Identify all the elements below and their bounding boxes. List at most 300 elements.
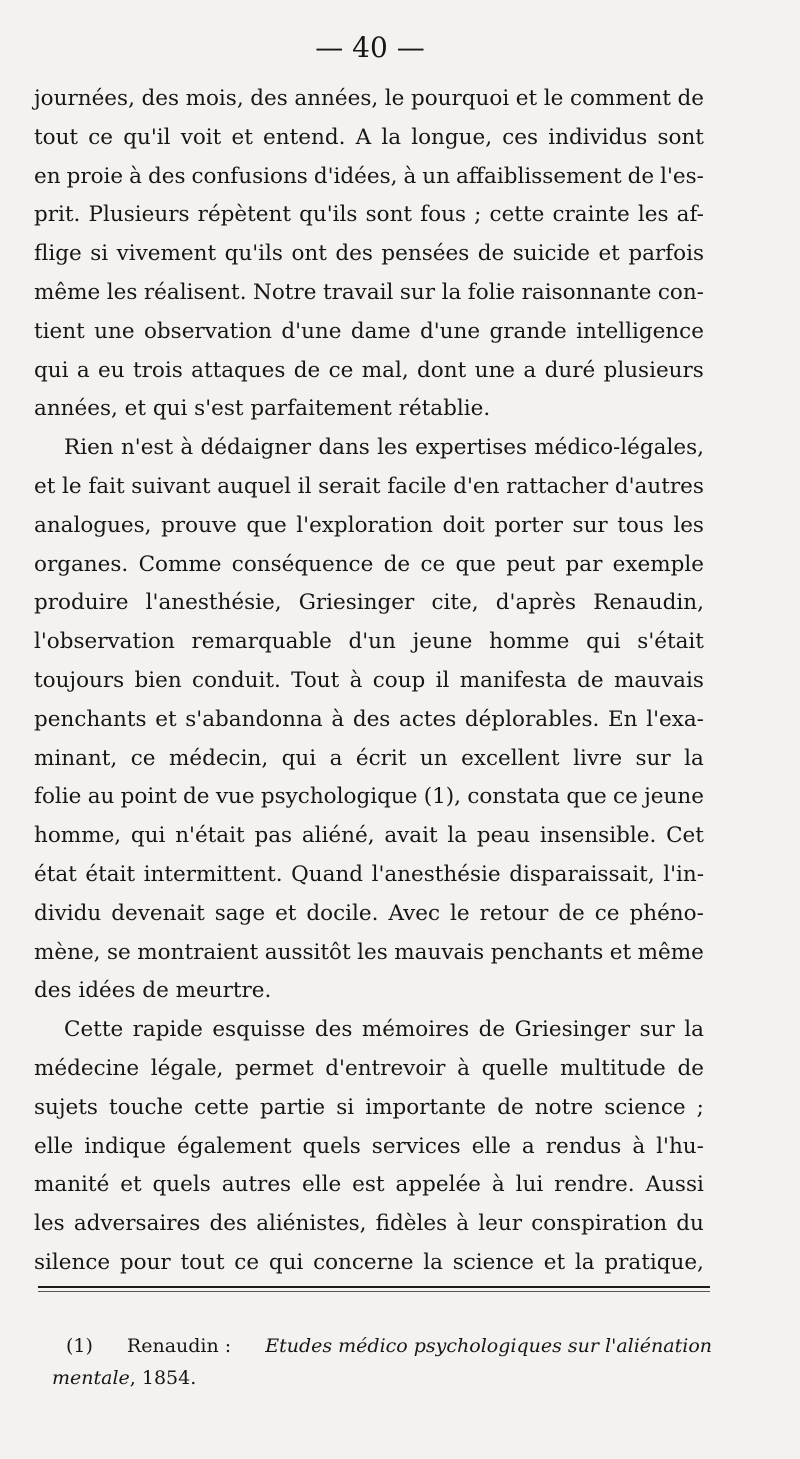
- word: confusions: [191, 163, 308, 189]
- word: constata: [467, 784, 561, 810]
- word: touche: [109, 1094, 184, 1120]
- text-line: [34, 80, 704, 119]
- word: l'anesthésie,: [145, 590, 282, 616]
- word: Comme: [138, 551, 222, 577]
- word: qu'il: [123, 124, 171, 150]
- word: conspiration: [531, 1211, 668, 1237]
- text-line: [34, 856, 704, 895]
- word: a: [521, 1133, 535, 1159]
- word: années,: [294, 86, 379, 111]
- text-line: [34, 468, 704, 507]
- word: mois,: [185, 86, 244, 111]
- word: par: [565, 551, 603, 577]
- text-line: des idées de meurtre.: [34, 978, 272, 1004]
- word: dédaigner: [200, 435, 312, 461]
- word: à: [403, 163, 417, 189]
- word: que: [246, 512, 287, 538]
- word: de: [677, 1055, 704, 1081]
- word: la: [423, 1249, 443, 1275]
- text-line: [34, 1128, 704, 1167]
- word: intermittent.: [143, 861, 283, 887]
- word: avait: [384, 823, 438, 849]
- word: permet: [235, 1055, 314, 1081]
- word: même: [637, 939, 704, 965]
- word: Rien: [64, 435, 114, 461]
- word: a: [523, 357, 537, 383]
- word: En: [607, 706, 638, 732]
- word: d'entrevoir: [325, 1055, 446, 1081]
- word: de: [677, 86, 704, 111]
- word: aliénistes,: [256, 1211, 367, 1237]
- word: toujours: [34, 667, 125, 693]
- word: n'est: [120, 435, 174, 461]
- word: con-: [657, 279, 704, 305]
- word: retour: [479, 900, 549, 926]
- word: leur: [478, 1211, 523, 1237]
- word: quels: [302, 1133, 361, 1159]
- footnote-year: , 1854.: [129, 1367, 197, 1389]
- word: point: [120, 784, 177, 810]
- word: insensible.: [539, 823, 657, 849]
- word: Griesinger: [514, 1017, 631, 1043]
- word: folie: [467, 279, 516, 305]
- word: écrit: [355, 745, 407, 771]
- word: silence: [34, 1249, 111, 1275]
- word: docile.: [306, 900, 379, 926]
- word: mauvais: [613, 667, 704, 693]
- word: l'in-: [663, 861, 704, 887]
- word: le: [450, 900, 470, 926]
- text-line: [34, 778, 704, 817]
- word: ;: [696, 1094, 704, 1120]
- word: pratique,: [604, 1249, 704, 1275]
- word: de: [477, 241, 505, 267]
- word: phéno-: [629, 900, 704, 926]
- word: bien: [134, 667, 182, 693]
- word: vue: [215, 784, 255, 810]
- text-line: [34, 313, 704, 352]
- word: Plusieurs: [88, 202, 190, 228]
- word: des: [335, 241, 373, 267]
- word: folie: [34, 784, 82, 810]
- text-line: [34, 584, 704, 623]
- word: conduit.: [192, 667, 281, 693]
- word: sur: [572, 512, 608, 538]
- word: la: [684, 745, 704, 771]
- word: prouve: [161, 512, 237, 538]
- word: tous: [617, 512, 664, 538]
- word: mauvais: [394, 939, 485, 965]
- word: aussitôt: [264, 939, 351, 965]
- word: devenait: [111, 900, 205, 926]
- word: ce: [420, 551, 446, 577]
- word: le: [543, 86, 564, 111]
- word: manité: [34, 1172, 110, 1198]
- word: à: [331, 706, 345, 732]
- footnote-line: [52, 1362, 712, 1394]
- word: mène,: [34, 939, 101, 965]
- word: cette: [489, 202, 545, 228]
- word: appelée: [395, 1172, 481, 1198]
- word: journées,: [34, 86, 135, 111]
- text-line: [34, 1205, 704, 1244]
- word: psychologique: [260, 784, 418, 810]
- word: ce: [88, 124, 114, 150]
- text-line: [34, 701, 704, 740]
- word: de: [383, 551, 411, 577]
- word: plusieurs: [603, 357, 704, 383]
- text-line: [34, 934, 704, 973]
- word: sage: [214, 900, 266, 926]
- word: l'exploration: [296, 512, 433, 538]
- word: rendre.: [554, 1172, 635, 1198]
- word: Notre: [253, 279, 317, 305]
- word: de: [497, 1094, 524, 1120]
- word: Cet: [666, 823, 704, 849]
- text-line: [34, 352, 704, 391]
- word: s'était: [637, 629, 704, 655]
- word: est: [352, 1172, 385, 1198]
- text-line: [34, 1050, 704, 1089]
- word: (1),: [423, 784, 462, 810]
- word: d'une: [420, 318, 481, 344]
- word: un: [422, 163, 450, 189]
- word: et: [231, 124, 253, 150]
- text-line: [34, 623, 704, 662]
- word: facile: [387, 473, 447, 499]
- word: l'anesthésie: [371, 861, 501, 887]
- text-line: [34, 1011, 704, 1050]
- word: comment: [569, 86, 671, 111]
- text-line: [34, 1089, 704, 1128]
- word: les: [106, 279, 138, 305]
- word: la: [381, 124, 402, 150]
- word: penchants: [34, 706, 147, 732]
- word: qui: [130, 823, 166, 849]
- word: raisonnante: [521, 279, 652, 305]
- word: a: [76, 357, 90, 383]
- word: tout: [180, 1249, 225, 1275]
- word: grande: [489, 318, 567, 344]
- word: pensées: [381, 241, 470, 267]
- word: Cette: [64, 1017, 124, 1043]
- word: adversaires: [73, 1211, 201, 1237]
- word: af-: [676, 202, 704, 228]
- word: conséquence: [231, 551, 374, 577]
- text-line: années, et qui s'est parfaitement rétablie.: [34, 396, 491, 422]
- word: même: [34, 279, 101, 305]
- word: d'un: [348, 629, 396, 655]
- word: à: [456, 1211, 470, 1237]
- text-line: [34, 1166, 704, 1205]
- word: eu: [98, 357, 125, 383]
- word: fous: [420, 202, 467, 228]
- text-line: [34, 817, 704, 856]
- word: penchants: [490, 939, 604, 965]
- word: du: [676, 1211, 704, 1237]
- word: une: [94, 318, 135, 344]
- word: d'idées,: [313, 163, 398, 189]
- text-line: [34, 235, 704, 274]
- word: si: [336, 1094, 355, 1120]
- word: d'en: [453, 473, 500, 499]
- word: Aussi: [645, 1172, 704, 1198]
- word: une: [474, 357, 516, 383]
- word: qui: [281, 745, 317, 771]
- word: tient: [34, 318, 85, 344]
- word: était: [85, 861, 136, 887]
- word: de: [627, 163, 655, 189]
- word: les: [357, 939, 388, 965]
- text-line: [34, 507, 704, 546]
- word: sur: [635, 745, 671, 771]
- text-line: [34, 196, 704, 235]
- word: dans: [318, 435, 370, 461]
- word: esquisse: [212, 1017, 306, 1043]
- word: à: [129, 163, 142, 189]
- word: individus: [548, 124, 648, 150]
- word: des: [147, 163, 186, 189]
- word: le: [62, 473, 82, 499]
- word: des: [314, 1017, 353, 1043]
- body-text: [34, 80, 704, 1283]
- word: d'autres: [614, 473, 704, 499]
- word: Renaudin,: [593, 590, 704, 616]
- word: proie: [66, 163, 124, 189]
- word: actes: [399, 706, 457, 732]
- word: quels: [152, 1172, 211, 1198]
- word: et: [34, 473, 56, 499]
- word: peut: [506, 551, 556, 577]
- word: a: [329, 745, 343, 771]
- word: notre: [534, 1094, 594, 1120]
- word: et: [120, 1172, 142, 1198]
- word: et: [543, 1249, 566, 1275]
- word: sont: [657, 124, 704, 150]
- word: et: [155, 706, 177, 732]
- word: à: [491, 1172, 505, 1198]
- word: produire: [34, 590, 129, 616]
- word: légale,: [150, 1055, 224, 1081]
- word: état: [34, 861, 77, 887]
- word: des: [141, 86, 180, 111]
- word: l'observation: [34, 629, 175, 655]
- word: rendus: [545, 1133, 622, 1159]
- page-number: — 40 —: [315, 31, 425, 64]
- word: qu'ils: [224, 241, 283, 267]
- word: à: [349, 667, 363, 693]
- word: expertises: [415, 435, 527, 461]
- word: d'après: [495, 590, 577, 616]
- word: travail: [322, 279, 394, 305]
- word: dividu: [34, 900, 102, 926]
- word: ;: [474, 202, 482, 228]
- word: Avec: [388, 900, 441, 926]
- text-line: [34, 119, 704, 158]
- word: attaques: [191, 357, 286, 383]
- word: répètent: [197, 202, 292, 228]
- word: partie: [260, 1094, 326, 1120]
- word: crainte: [552, 202, 630, 228]
- word: de: [183, 784, 210, 810]
- word: multitude: [560, 1055, 666, 1081]
- word: de: [558, 900, 585, 926]
- word: il: [297, 473, 312, 499]
- word: des: [250, 86, 288, 111]
- word: aliéné,: [301, 823, 375, 849]
- word: serait: [318, 473, 381, 499]
- word: qui: [268, 1249, 304, 1275]
- footnote-marker: (1): [66, 1335, 93, 1357]
- word: voit: [180, 124, 222, 150]
- word: Griesinger: [298, 590, 415, 616]
- word: médecin,: [168, 745, 269, 771]
- word: ce: [328, 357, 354, 383]
- word: remarquable: [191, 629, 332, 655]
- word: déplorables.: [464, 706, 600, 732]
- word: dame: [350, 318, 411, 344]
- word: que: [455, 551, 496, 577]
- word: observation: [143, 318, 272, 344]
- word: organes.: [34, 551, 129, 577]
- word: suivant: [131, 473, 211, 499]
- word: peau: [476, 823, 531, 849]
- footnote: [52, 1330, 712, 1394]
- word: en: [34, 163, 61, 189]
- word: réalisent.: [143, 279, 247, 305]
- footnote-rule: [38, 1286, 710, 1292]
- word: ont: [291, 241, 327, 267]
- word: si: [90, 241, 109, 267]
- word: Quand: [291, 861, 364, 887]
- word: sont: [365, 202, 413, 228]
- word: homme: [489, 629, 570, 655]
- text-line: [34, 429, 704, 468]
- word: et: [609, 939, 632, 965]
- word: homme,: [34, 823, 122, 849]
- word: entend.: [263, 124, 346, 150]
- word: à: [632, 1133, 646, 1159]
- word: pour: [119, 1249, 171, 1275]
- word: médico-légales,: [534, 435, 704, 461]
- word: la: [574, 1249, 595, 1275]
- word: et: [598, 241, 620, 267]
- word: intelligence: [576, 318, 704, 344]
- word: médecine: [34, 1055, 140, 1081]
- word: qui: [586, 629, 621, 655]
- word: cite,: [431, 590, 479, 616]
- word: mémoires: [361, 1017, 470, 1043]
- text-line: [34, 895, 704, 934]
- word: indique: [84, 1133, 166, 1159]
- word: il: [435, 667, 450, 693]
- word: concerne: [313, 1249, 414, 1275]
- word: sur: [639, 1017, 675, 1043]
- word: fait: [88, 473, 125, 499]
- word: au: [87, 784, 115, 810]
- word: des: [352, 706, 391, 732]
- word: livre: [573, 745, 623, 771]
- footnote-title: Etudes médico psychologiques sur l'aliénation: [265, 1335, 712, 1357]
- word: quelle: [481, 1055, 549, 1081]
- word: de: [577, 667, 604, 693]
- word: la: [441, 279, 462, 305]
- text-line: [34, 662, 704, 701]
- text-line: [34, 1244, 704, 1283]
- text-line: [34, 546, 704, 585]
- word: sujets: [34, 1094, 98, 1120]
- word: elle: [302, 1172, 342, 1198]
- word: la: [684, 1017, 704, 1043]
- word: les: [673, 512, 704, 538]
- word: également: [176, 1133, 292, 1159]
- footnote-line: [66, 1330, 712, 1362]
- word: lui: [515, 1172, 544, 1198]
- text-line: [34, 740, 704, 779]
- word: que: [566, 784, 607, 810]
- word: manifesta: [459, 667, 567, 693]
- word: qui: [34, 357, 69, 383]
- word: ce: [613, 784, 638, 810]
- word: ce: [594, 900, 620, 926]
- word: pourquoi: [410, 86, 510, 111]
- word: de: [293, 357, 321, 383]
- word: doit: [442, 512, 485, 538]
- word: prit.: [34, 202, 81, 228]
- word: affaiblissement: [455, 163, 622, 189]
- word: exemple: [612, 551, 704, 577]
- word: porter: [494, 512, 563, 538]
- word: minant,: [34, 745, 118, 771]
- word: auquel: [217, 473, 292, 499]
- word: mal,: [361, 357, 409, 383]
- word: rapide: [132, 1017, 203, 1043]
- word: services: [371, 1133, 461, 1159]
- word: importante: [365, 1094, 487, 1120]
- word: rattacher: [506, 473, 609, 499]
- word: coup: [372, 667, 426, 693]
- word: qu'ils: [299, 202, 358, 228]
- word: n'était: [175, 823, 245, 849]
- word: montraient: [137, 939, 259, 965]
- word: science: [452, 1249, 535, 1275]
- word: sur: [399, 279, 436, 305]
- word: analogues,: [34, 512, 152, 538]
- word: flige: [34, 241, 82, 267]
- footnote-author: Renaudin :: [126, 1335, 232, 1357]
- word: la: [447, 823, 468, 849]
- word: Tout: [291, 667, 340, 693]
- word: tout: [34, 124, 79, 150]
- word: ce: [130, 745, 156, 771]
- word: de: [478, 1017, 506, 1043]
- word: l'exa-: [646, 706, 704, 732]
- text-line: [34, 274, 704, 313]
- word: dont: [417, 357, 467, 383]
- word: se: [107, 939, 131, 965]
- word: science: [604, 1094, 686, 1120]
- word: vivement: [116, 241, 217, 267]
- word: et: [515, 86, 538, 111]
- word: ces: [502, 124, 539, 150]
- word: A: [355, 124, 372, 150]
- text-line: [34, 158, 704, 197]
- word: autres: [221, 1172, 292, 1198]
- word: l'es-: [660, 163, 704, 189]
- word: des: [209, 1211, 248, 1237]
- word: suicide: [512, 241, 590, 267]
- word: un: [419, 745, 448, 771]
